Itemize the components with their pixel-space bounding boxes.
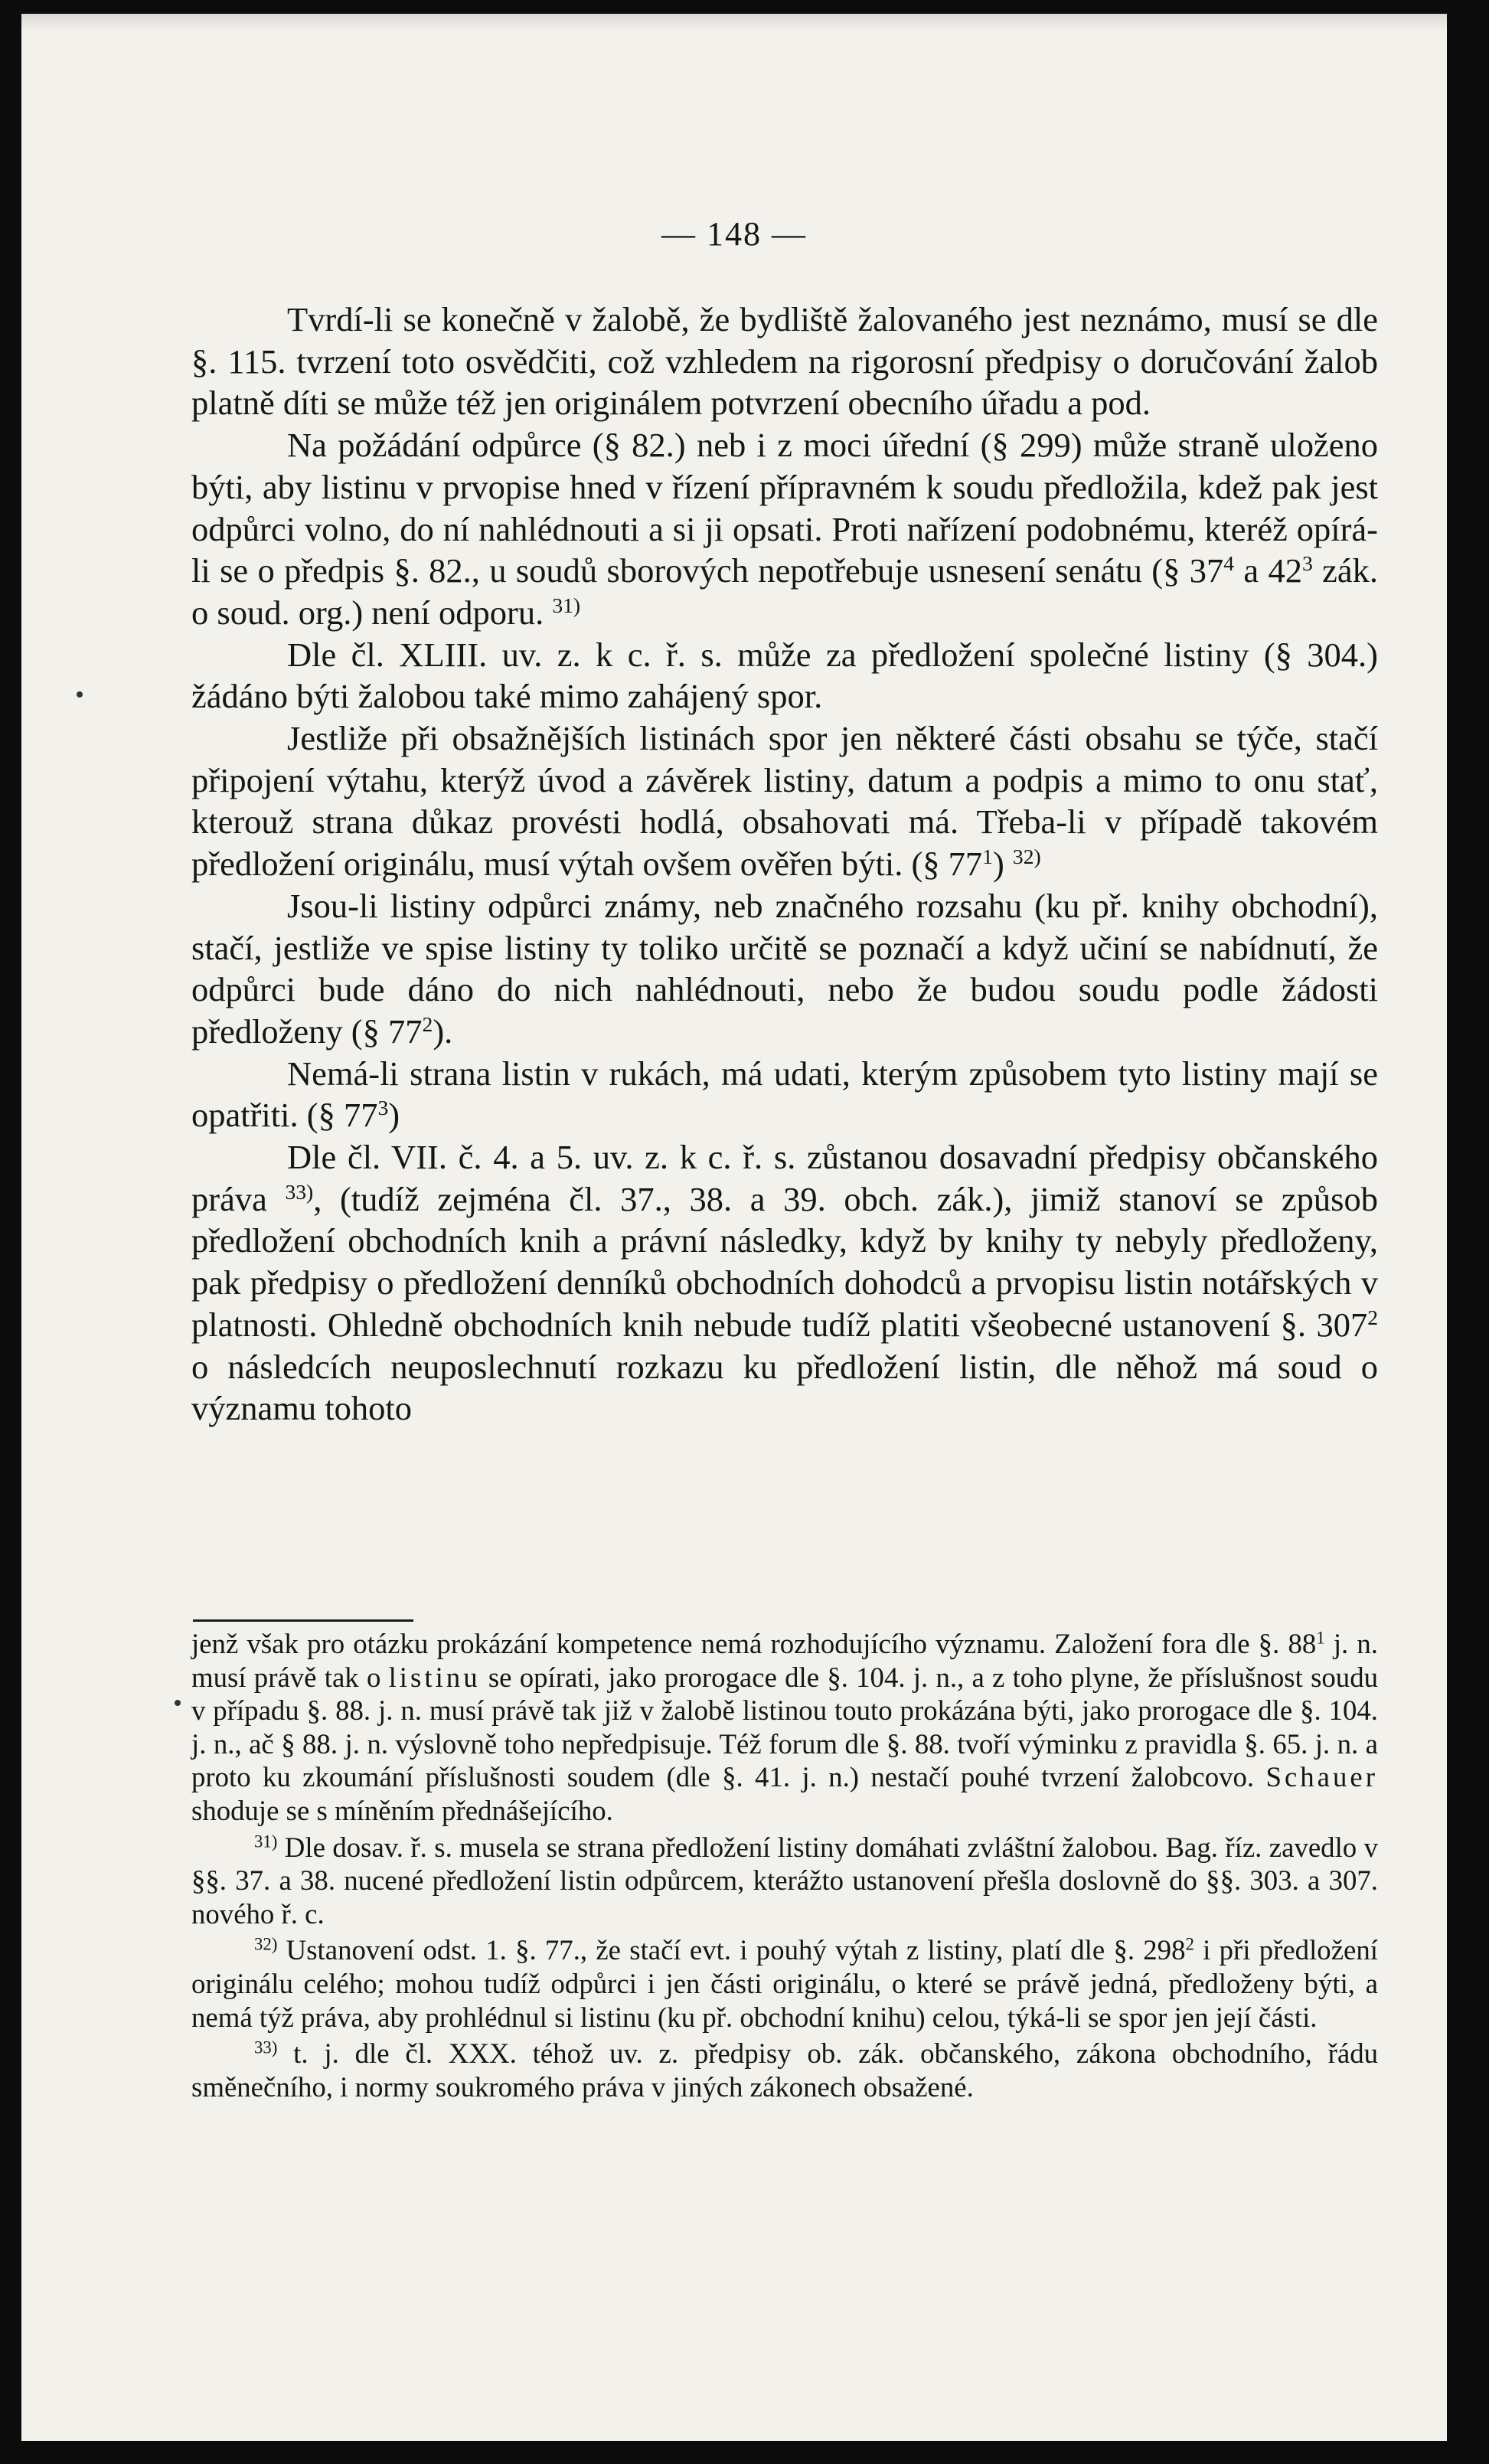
superscript: 33) (254, 2038, 278, 2057)
superscript: 31) (552, 593, 581, 617)
superscript: 2 (422, 1011, 433, 1036)
main-text (191, 299, 1378, 1430)
scan-edge-shadow (21, 14, 1447, 31)
paragraph-1: Tvrdí-li se konečně v žalobě, že bydliště žalovaného jest neznámo, musí se dle §. 115. tvrzení toto osvědčiti, což vzhledem na rigorosní předpisy o doručování žalob platně díti se může též jen originálem potvrzení obecního úřadu a pod. (191, 300, 1378, 423)
scan-speck (175, 1700, 181, 1706)
scan-speck (77, 691, 83, 698)
superscript: 1 (982, 844, 993, 868)
superscript: 33) (285, 1179, 314, 1204)
superscript: 3 (377, 1096, 389, 1120)
footnote-33: $^{33)}$ t. j. dle čl. XXX. téhož uv. z. předpisy ob. zák. občanského, zákona obchodního, řádu směnečního, i normy soukromého práva v jiných zákonech obsažené. (191, 2038, 1378, 2103)
paragraph-3: Dle čl. XLIII. uv. z. k c. ř. s. může za předložení společné listiny (§ 304.) žádáno býti žalobou také mimo zahájený spor. (191, 635, 1378, 716)
paragraph-5: Jsou-li listiny odpůrci známy, neb značného rozsahu (ku př. knihy obchodní), stačí, jestliže ve spise listiny ty toliko určitě se poznačí a když učiní se nabídnutí, že odpůrci bude dáno do nich nahlédnouti, nebo že budou soudu podle žádosti předloženy (§ $77^2$). (191, 886, 1378, 1051)
footnotes (191, 1627, 1378, 2103)
page-number: — 148 — (661, 215, 807, 253)
scanned-page (21, 14, 1447, 2441)
footnote-32: $^{32)}$ Ustanovení odst. 1. §. 77., že stačí evt. i pouhý výtah z listiny, platí dle §. $298^2$ i při předložení originálu celého; mohou tudíž odpůrci i jen části originálu, o které se právě jedná, předloženy býti, a nemá týž práva, aby prohlédnul si listinu (ku př. obchodní knihu) celou, týká-li se spor jen její části. (191, 1934, 1378, 2033)
superscript: 32) (254, 1934, 278, 1954)
superscript: 31) (254, 1832, 278, 1851)
spaced-emphasis: listinu (388, 1661, 481, 1693)
paragraph-4: Jestliže při obsažnějších listinách spor jen některé části obsahu se týče, stačí připojení výtahu, kterýž úvod a závěrek listiny, datum a podpis a mimo to onu stať, kterouž strana důkaz provésti hodlá, obsahovati má. Třeba-li v případě takovém předložení originálu, musí výtah ovšem ověřen býti. (§ $77^1$) $^{32)}$ (191, 719, 1378, 884)
superscript: 32) (1012, 844, 1041, 868)
superscript: 2 (1185, 1934, 1194, 1954)
superscript: 4 (1223, 551, 1234, 576)
paragraph-6: Nemá-li strana listin v rukách, má udati, kterým způsobem tyto listiny mají se opatřiti. (§ $77^3$) (191, 1054, 1378, 1135)
paragraph-2: Na požádání odpůrce (§ 82.) neb i z moci úřední (§ 299) může straně uloženo býti, aby listinu v prvopise hned v řízení přípravném k soudu předložila, kdež pak jest odpůrci volno, do ní nahlédnouti a si ji opsati. Proti nařízení podobnému, kteréž opírá-li se o předpis §. 82., u soudů sborových nepotřebuje usnesení senátu (§ $37^4$ a $42^3$ zák. o soud. org.) není odporu. $^{31)}$ (191, 426, 1378, 632)
footnote-continuation: jenž však pro otázku prokázání kompetence nemá rozhodujícího významu. Založení fora dle §. $88^1$ j. n. musí právě tak o listinu se opírati, jako prorogace dle §. 104. j. n., a z toho plyne, že příslušnost soudu v případu §. 88. j. n. musí právě tak již v žalobě listinou touto prokázána býti, jako prorogace dle §. 104. j. n., ač § 88. j. n. výslovně toho nepředpisuje. Též forum dle §. 88. tvoří výminku z pravidla §. 65. j. n. a proto ku zkoumání příslušnosti soudem (dle §. 41. j. n.) nestačí pouhé tvrzení žalobcovo. Schauer shoduje se s míněním přednášejícího. (191, 1628, 1378, 1826)
footnote-31: $^{31)}$ Dle dosav. ř. s. musela se strana předložení listiny domáhati zvláštní žalobou. Bag. říz. zavedlo v §§. 37. a 38. nucené předložení listin odpůrcem, kterážto ustanovení přešla doslovně do §§. 303. a 307. nového ř. c. (191, 1831, 1378, 1930)
superscript: 2 (1367, 1305, 1378, 1329)
paragraph-7: Dle čl. VII. č. 4. a 5. uv. z. k c. ř. s. zůstanou dosavadní předpisy občanského práva $^{33)}$, (tudíž zejména čl. 37., 38. a 39. obch. zák.), jimiž stanoví se způsob předložení obchodních knih a právní následky, když by knihy ty nebyly předloženy, pak předpisy o předložení denníků obchodních dohodců a prvopisu listin notářských v platnosti. Ohledně obchodních knih nebude tudíž platiti všeobecné ustanovení §. $307^2$ o následcích neuposlechnutí rozkazu ku předložení listin, dle něhož má soud o významu tohoto (191, 1138, 1379, 1428)
superscript: 3 (1301, 551, 1313, 576)
spaced-emphasis: Schauer (1265, 1761, 1378, 1793)
superscript: 1 (1316, 1628, 1325, 1648)
footnote-rule (193, 1619, 413, 1622)
